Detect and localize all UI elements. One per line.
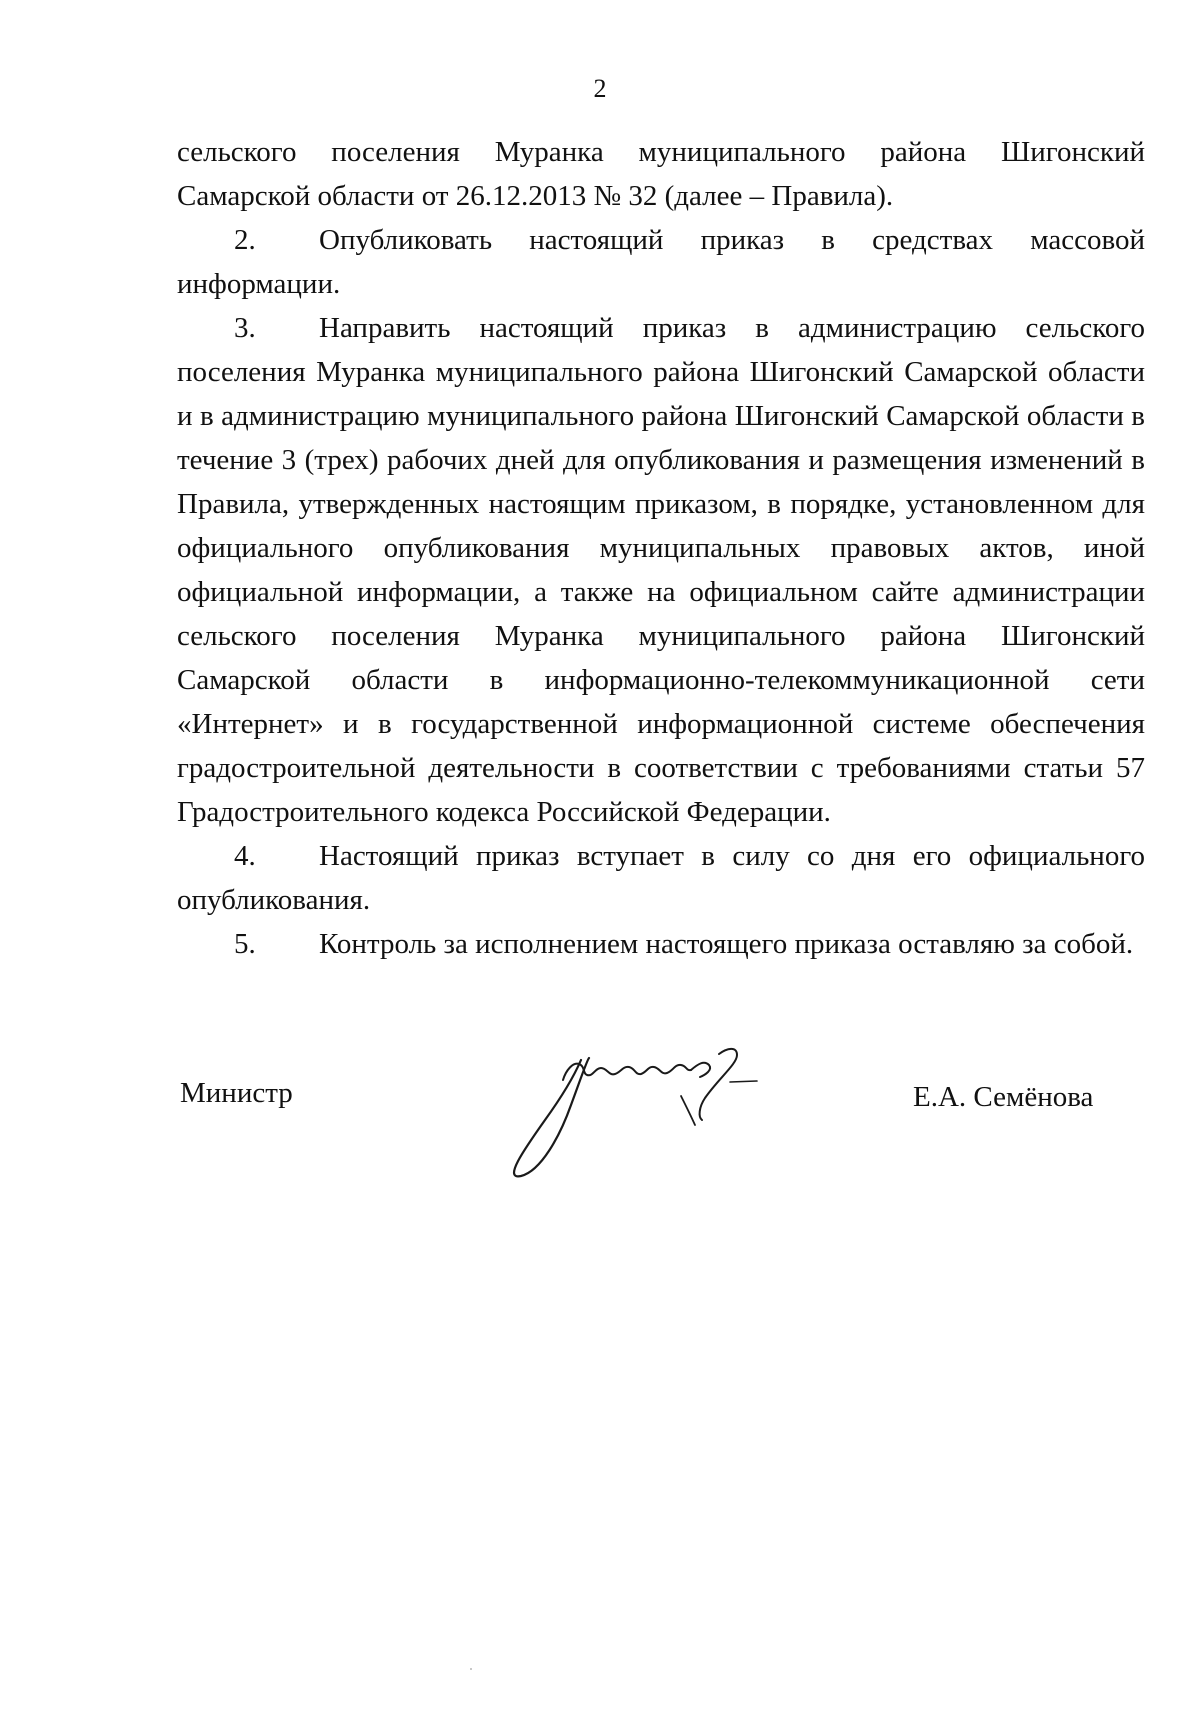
item-number: 4.: [234, 840, 256, 872]
signer-position: Министр: [180, 1077, 293, 1109]
item-text: Контроль за исполнением настоящего приказа оставляю за собой.: [319, 928, 1134, 960]
intro-paragraph: сельского поселения Муранка муниципального района Шигонский Самарской области от 26.12.2013 № 32 (далее – Правила).: [177, 136, 1145, 212]
signer-name: Е.А. Семёнова: [913, 1081, 1094, 1113]
item-number: 2.: [234, 224, 256, 256]
item-text: Направить настоящий приказ в администрацию сельского поселения Муранка муниципального района Шигонский Самарской области и в администрацию муниципального района Шигонский Самарской области в течение 3 (трех) рабочих дней для опубликования и размещения изменений в Правила, утвержденных настоящим приказом, в порядке, установленном для официального опубликования муниципальных правовых актов, иной официальной информации, а также на официальном сайте администрации сельского поселения Муранка муниципального района Шигонский Самарской области в информационно-телекоммуникационной сети «Интернет» и в государственной информационной системе обеспечения градостроительной деятельности в соответствии с требованиями статьи 57 Градостроительного кодекса Российской Федерации.: [177, 312, 1145, 828]
signature-block: [0, 1040, 1200, 1190]
list-item: [177, 218, 1145, 306]
list-item: [177, 306, 1145, 834]
scan-artifact: [470, 1668, 472, 1670]
handwritten-signature-icon: [505, 1040, 835, 1185]
item-number: 3.: [234, 312, 256, 344]
list-item: [177, 922, 1145, 966]
page-number: 2: [593, 74, 607, 103]
item-number: 5.: [234, 928, 256, 960]
document-body: [177, 130, 1145, 966]
item-text: Опубликовать настоящий приказ в средствах массовой информации.: [177, 224, 1145, 300]
list-item: [177, 834, 1145, 922]
item-text: Настоящий приказ вступает в силу со дня его официального опубликования.: [177, 840, 1145, 916]
